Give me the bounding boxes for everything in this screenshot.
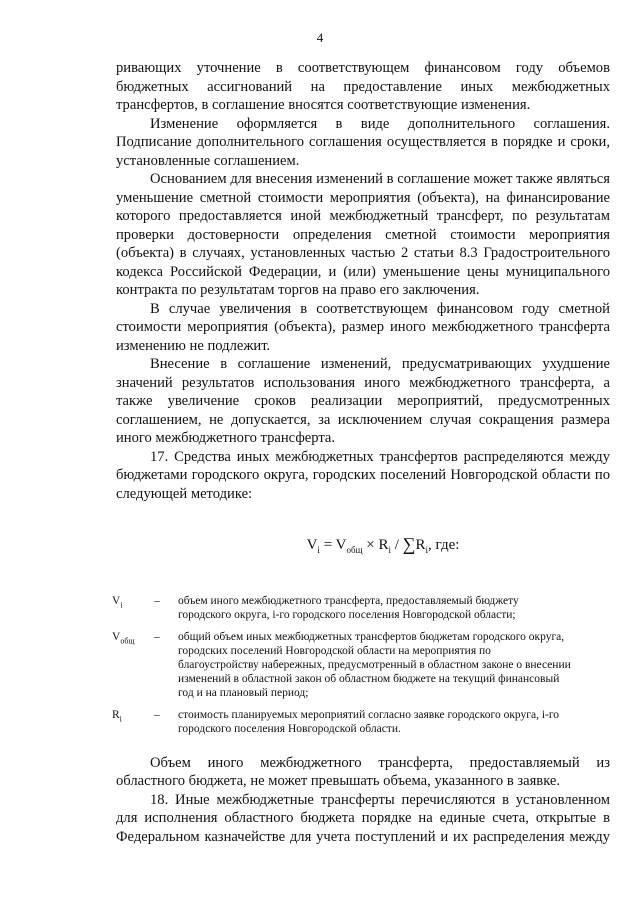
definition-text: общий объем иных межбюджетных трансфертов бюджетам городского округа, городских поселений Новгородской области на мероприятия по благоустройству набережных, предусмотренный в областном законе о внесении изменений в областной закон об областном бюджете на текущий финансовый год и на плановый период; [178,630,571,699]
page-number: 4 [316,30,324,45]
distribution-formula [116,535,610,560]
paragraph-amendment-form: Изменение оформляется в виде дополнительного соглашения. Подписание дополнительного соглашения осуществляется в порядке и сроки, установленные соглашением. [116,115,610,169]
formula-divide: / [391,537,403,553]
paragraph-cost-increase: В случае увеличения в соответствующем финансовом году сметной стоимости мероприятия (объекта), размер иного межбюджетного трансферта изменению не подлежит. [116,300,610,354]
formula-vtotal: V [335,537,347,553]
definition-text: объем иного межбюджетного трансферта, предоставляемый бюджету городского округа, i-го городского поселения Новгородской области; [178,594,519,621]
formula-v-sub: i [317,545,320,555]
definition-dash: – [154,708,160,721]
definition-symbol: $V_i$ [112,594,123,609]
formula-r2: R [415,537,426,553]
definition-row [112,630,610,700]
definition-row [112,708,610,736]
definition-dash: – [154,594,160,607]
definition-dash: – [154,630,160,643]
paragraph-amendment-grounds: Основанием для внесения изменений в соглашение может также являться уменьшение сметной стоимости мероприятия (объекта), на финансирование которого предоставляется иной межбюджетный трансферт, по результатам проверки достоверности определения сметной стоимости мероприятия (объекта) в случаях, установленных частью 2 статьи 8.3 Градостроительного кодекса Российской Федерации, и (или) уменьшение цены муниципального контракта по результатам торгов на право его заключения. [116,171,610,298]
paragraph-continuation: ривающих уточнение в соответствующем финансовом году объемов бюджетных ассигнований на предоставление иных межбюджетных трансфертов, в соглашение вносятся соответствующие изменения. [116,60,610,113]
paragraph-worsening-prohibited: Внесение в соглашение изменений, предусматривающих ухудшение значений результатов использования иного межбюджетного трансферта, а также увеличение сроков реализации мероприятий, предусмотренных соглашением, не допускается, за исключением случая сокращения размера иного межбюджетного трансферта. [116,356,610,446]
definition-row [112,594,610,622]
formula-times: × [362,537,379,553]
paragraph-17-methodology: 17. Средства иных межбюджетных трансфертов распределяются между бюджетами городского округа, городских поселений Новгородской области по следующей методике: [116,448,610,502]
formula-definitions [112,594,610,736]
formula-equals: = [319,537,336,553]
formula-v: V [306,537,318,553]
paragraph-limit: Объем иного межбюджетного трансферта, предоставляемый из областного бюджета, не может превышать объема, указанного в заявке. [116,754,610,789]
formula-r: R [378,537,389,553]
formula-sum: ∑ [402,534,416,554]
formula-r2-sub: i [425,545,429,555]
formula-r-sub: i [388,545,391,555]
definition-symbol: $R_i$ [112,708,122,723]
definition-symbol: $V_{общ}$ [112,630,135,645]
document-body [112,59,610,846]
definition-text: стоимость планируемых мероприятий согласно заявке городского округа, i-го городского поселения Новгородской области. [178,708,560,735]
formula-suffix: , где: [428,537,460,553]
paragraph-18-transfer: 18. Иные межбюджетные трансферты перечисляются в установленном для исполнения областного бюджета порядке на единые счета, открытые в Федеральном казначействе для учета поступлений и их распределения между [116,791,610,845]
formula-vtotal-sub: общ [346,545,363,555]
